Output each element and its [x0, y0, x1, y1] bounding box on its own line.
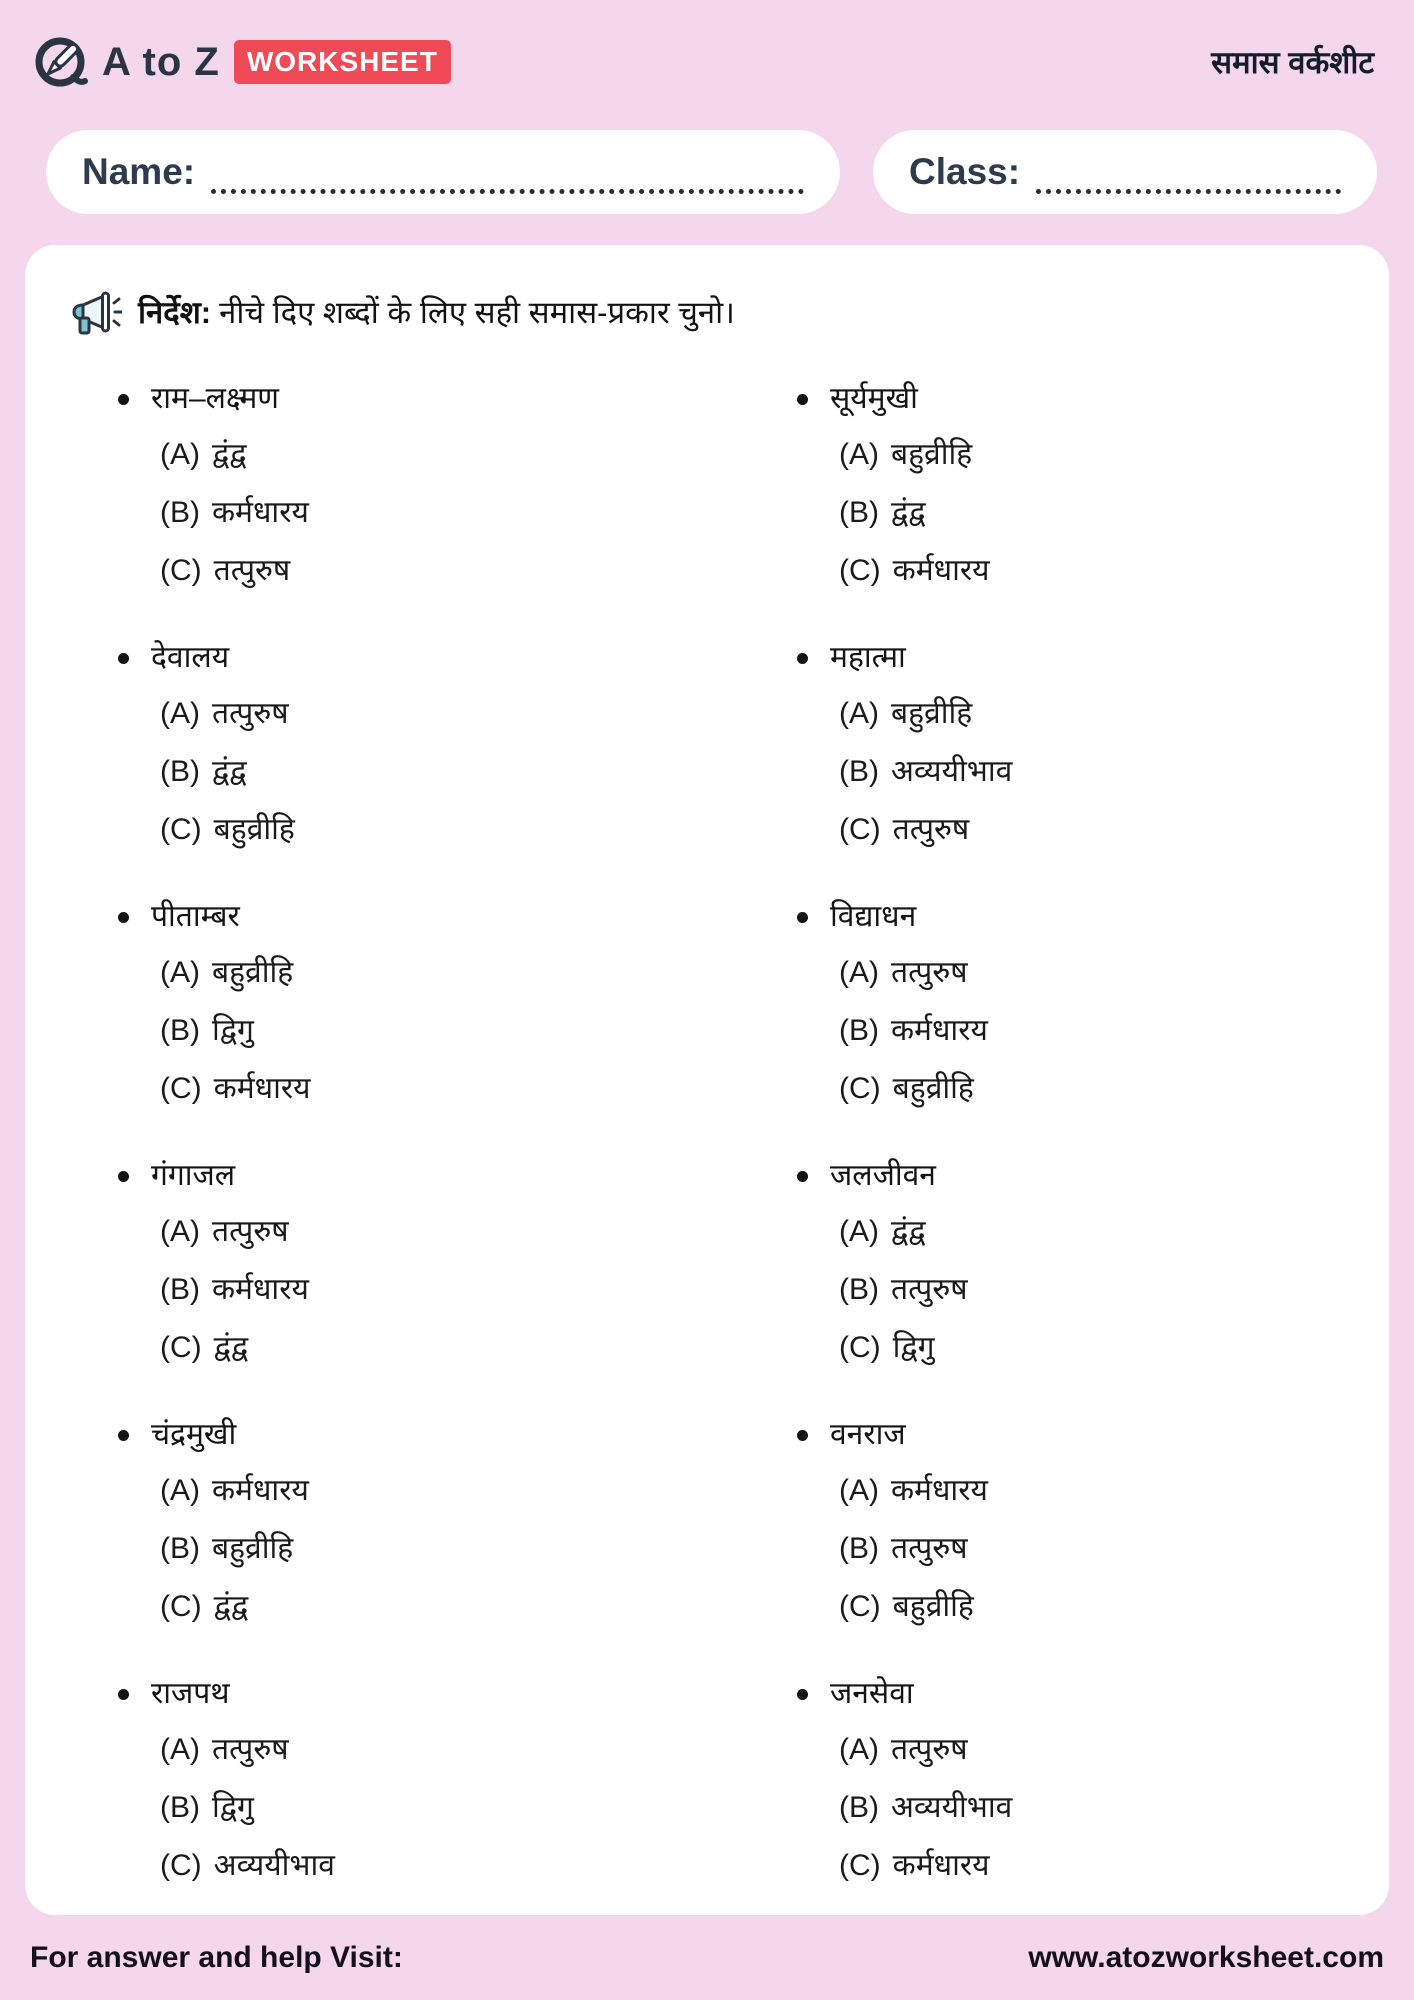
question-options	[160, 953, 707, 1109]
option-text: द्वंद्व	[213, 1331, 249, 1364]
option-key: (A)	[839, 1215, 879, 1248]
questions-column-right	[707, 377, 1344, 1931]
question-options	[839, 1730, 1344, 1886]
question-options	[839, 1471, 1344, 1627]
option-key: (C)	[160, 813, 202, 846]
option-key: (C)	[839, 1849, 881, 1882]
bullet-icon	[797, 1171, 808, 1182]
option-text: बहुव्रीहि	[892, 1590, 974, 1623]
option-text: तत्पुरुष	[213, 554, 291, 587]
answer-option[interactable]	[839, 1730, 1344, 1770]
option-key: (A)	[839, 1474, 879, 1507]
answer-option[interactable]	[839, 1788, 1344, 1828]
bullet-icon	[797, 912, 808, 923]
answer-option[interactable]	[160, 493, 707, 533]
question-word-row	[118, 1672, 707, 1716]
question-block	[118, 636, 707, 850]
option-text: बहुव्रीहि	[891, 438, 973, 471]
question-word: चंद्रमुखी	[151, 1418, 237, 1451]
option-text: द्वंद्व	[212, 438, 247, 471]
option-text: तत्पुरुष	[891, 1532, 968, 1565]
option-key: (B)	[160, 496, 200, 529]
answer-option[interactable]	[839, 435, 1344, 475]
option-text: अव्ययीभाव	[891, 1791, 1013, 1824]
answer-option[interactable]	[839, 1069, 1344, 1109]
bullet-icon	[118, 653, 129, 664]
option-key: (B)	[839, 1014, 879, 1047]
option-key: (C)	[160, 554, 202, 587]
questions-column-left	[70, 377, 707, 1931]
class-label: Class:	[909, 151, 1021, 192]
option-key: (C)	[160, 1849, 202, 1882]
option-key: (A)	[839, 1733, 879, 1766]
bullet-icon	[118, 1171, 129, 1182]
answer-option[interactable]	[839, 1587, 1344, 1627]
option-text: द्वंद्व	[891, 1215, 926, 1248]
brand-name: A to Z	[102, 39, 220, 84]
option-key: (A)	[160, 1733, 200, 1766]
question-block	[118, 1154, 707, 1368]
answer-option[interactable]	[839, 1270, 1344, 1310]
instruction-body: नीचे दिए शब्दों के लिए सही समास-प्रकार चुनो।	[219, 294, 735, 330]
option-key: (B)	[160, 1791, 200, 1824]
question-word: विद्याधन	[830, 900, 917, 933]
name-field	[46, 130, 840, 214]
option-text: द्विगु	[892, 1331, 935, 1364]
answer-option[interactable]	[839, 752, 1344, 792]
question-word: सूर्यमुखी	[830, 382, 918, 415]
option-text: बहुव्रीहि	[891, 697, 973, 730]
question-word-row	[118, 1154, 707, 1198]
option-key: (C)	[160, 1072, 202, 1105]
option-key: (C)	[160, 1590, 202, 1623]
option-text: बहुव्रीहि	[212, 956, 294, 989]
instruction-row	[70, 287, 1344, 339]
answer-option[interactable]	[160, 752, 707, 792]
question-word: राम–लक्ष्मण	[151, 382, 279, 415]
question-word: गंगाजल	[151, 1159, 236, 1192]
option-key: (B)	[839, 1532, 879, 1565]
name-label: Name:	[82, 151, 196, 192]
answer-option[interactable]	[839, 1471, 1344, 1511]
option-key: (C)	[839, 813, 881, 846]
answer-option[interactable]	[160, 1846, 707, 1886]
name-input-line[interactable]	[211, 189, 804, 194]
question-word-row	[118, 377, 707, 421]
question-word-row	[118, 636, 707, 680]
answer-option[interactable]	[839, 953, 1344, 993]
pen-circle-logo-icon	[32, 34, 88, 90]
option-key: (C)	[160, 1331, 202, 1364]
question-word-row	[797, 1154, 1344, 1198]
answer-option[interactable]	[160, 551, 707, 591]
option-key: (A)	[160, 956, 200, 989]
option-key: (C)	[839, 554, 881, 587]
bullet-icon	[118, 394, 129, 405]
option-text: कर्मधारय	[891, 1014, 988, 1047]
answer-option[interactable]	[839, 1212, 1344, 1252]
answer-option[interactable]	[839, 493, 1344, 533]
option-text: द्वंद्व	[213, 1590, 249, 1623]
question-block	[118, 895, 707, 1109]
answer-option[interactable]	[160, 953, 707, 993]
question-word: जलजीवन	[830, 1159, 936, 1192]
option-text: द्वंद्व	[891, 496, 926, 529]
option-key: (A)	[839, 697, 879, 730]
option-text: अव्ययीभाव	[213, 1849, 335, 1882]
option-text: कर्मधारय	[891, 1474, 988, 1507]
answer-option[interactable]	[839, 810, 1344, 850]
option-text: तत्पुरुष	[891, 1733, 968, 1766]
answer-option[interactable]	[839, 1011, 1344, 1051]
question-block	[797, 377, 1344, 591]
option-key: (C)	[839, 1331, 881, 1364]
answer-option[interactable]	[160, 1788, 707, 1828]
option-text: द्वंद्व	[212, 755, 247, 788]
option-text: कर्मधारय	[212, 1474, 309, 1507]
option-key: (A)	[160, 1215, 200, 1248]
question-word: पीताम्बर	[151, 900, 240, 933]
option-text: अव्ययीभाव	[891, 755, 1013, 788]
question-word: राजपथ	[151, 1677, 230, 1710]
worksheet-card	[25, 245, 1389, 1915]
option-text: बहुव्रीहि	[213, 813, 295, 846]
bullet-icon	[118, 1430, 129, 1441]
option-text: तत्पुरुष	[891, 956, 968, 989]
option-key: (B)	[160, 1273, 200, 1306]
answer-option[interactable]	[160, 694, 707, 734]
class-input-line[interactable]	[1036, 189, 1341, 194]
option-text: बहुव्रीहि	[212, 1532, 294, 1565]
student-info-row	[46, 130, 1377, 214]
questions-grid	[70, 377, 1344, 1931]
bullet-icon	[118, 1689, 129, 1700]
option-key: (A)	[839, 438, 879, 471]
answer-option[interactable]	[160, 1730, 707, 1770]
answer-option[interactable]	[160, 1587, 707, 1627]
option-text: तत्पुरुष	[212, 1215, 289, 1248]
answer-option[interactable]	[839, 1328, 1344, 1368]
question-block	[118, 1672, 707, 1886]
option-text: कर्मधारय	[213, 1072, 311, 1105]
answer-option[interactable]	[160, 1529, 707, 1569]
answer-option[interactable]	[160, 1011, 707, 1051]
question-block	[797, 1413, 1344, 1627]
answer-option[interactable]	[839, 551, 1344, 591]
question-word-row	[118, 1413, 707, 1457]
question-options	[160, 435, 707, 591]
answer-option[interactable]	[160, 1069, 707, 1109]
class-field	[873, 130, 1377, 214]
option-key: (C)	[839, 1590, 881, 1623]
answer-option[interactable]	[160, 1270, 707, 1310]
question-word-row	[797, 1672, 1344, 1716]
option-key: (B)	[839, 1791, 879, 1824]
option-text: कर्मधारय	[212, 1273, 309, 1306]
answer-option[interactable]	[839, 1529, 1344, 1569]
option-text: द्विगु	[212, 1791, 254, 1824]
option-key: (B)	[839, 496, 879, 529]
question-options	[839, 953, 1344, 1109]
option-text: कर्मधारय	[892, 1849, 990, 1882]
question-word-row	[797, 377, 1344, 421]
footer-site-url[interactable]: www.atozworksheet.com	[1028, 1941, 1384, 1974]
question-options	[839, 435, 1344, 591]
option-text: बहुव्रीहि	[892, 1072, 974, 1105]
question-word: वनराज	[830, 1418, 906, 1451]
bullet-icon	[797, 394, 808, 405]
answer-option[interactable]	[839, 1846, 1344, 1886]
question-word: महात्मा	[830, 641, 906, 674]
megaphone-icon	[70, 287, 122, 339]
option-key: (B)	[839, 1273, 879, 1306]
option-text: कर्मधारय	[212, 496, 309, 529]
option-key: (B)	[160, 755, 200, 788]
question-block	[118, 377, 707, 591]
option-key: (B)	[839, 755, 879, 788]
instruction-text	[138, 293, 735, 333]
answer-option[interactable]	[160, 1328, 707, 1368]
question-word-row	[118, 895, 707, 939]
footer-help-text: For answer and help Visit:	[30, 1941, 403, 1974]
worksheet-title: समास वर्कशीट	[1211, 45, 1374, 80]
bullet-icon	[118, 912, 129, 923]
answer-option[interactable]	[160, 810, 707, 850]
page-header	[0, 0, 1414, 90]
option-text: तत्पुरुष	[212, 697, 289, 730]
bullet-icon	[797, 1430, 808, 1441]
question-word-row	[797, 1413, 1344, 1457]
brand-logo	[32, 34, 451, 90]
option-text: तत्पुरुष	[892, 813, 970, 846]
question-block	[797, 1154, 1344, 1368]
question-block	[797, 895, 1344, 1109]
option-text: द्विगु	[212, 1014, 254, 1047]
instruction-label: निर्देश:	[138, 294, 212, 330]
question-options	[160, 1730, 707, 1886]
question-options	[160, 1212, 707, 1368]
question-options	[160, 1471, 707, 1627]
question-block	[797, 636, 1344, 850]
option-key: (A)	[160, 697, 200, 730]
answer-option[interactable]	[160, 1471, 707, 1511]
option-key: (A)	[160, 1474, 200, 1507]
option-text: तत्पुरुष	[212, 1733, 289, 1766]
brand-worksheet-badge: WORKSHEET	[234, 40, 451, 84]
question-options	[839, 694, 1344, 850]
bullet-icon	[797, 653, 808, 664]
question-options	[160, 694, 707, 850]
question-block	[118, 1413, 707, 1627]
option-text: कर्मधारय	[892, 554, 990, 587]
question-word-row	[797, 636, 1344, 680]
question-word-row	[797, 895, 1344, 939]
answer-option[interactable]	[160, 435, 707, 475]
answer-option[interactable]	[160, 1212, 707, 1252]
question-block	[797, 1672, 1344, 1886]
option-text: तत्पुरुष	[891, 1273, 968, 1306]
option-key: (A)	[160, 438, 200, 471]
option-key: (B)	[160, 1532, 200, 1565]
question-options	[839, 1212, 1344, 1368]
option-key: (A)	[839, 956, 879, 989]
option-key: (B)	[160, 1014, 200, 1047]
option-key: (C)	[839, 1072, 881, 1105]
question-word: जनसेवा	[830, 1677, 914, 1710]
question-word: देवालय	[151, 641, 230, 674]
answer-option[interactable]	[839, 694, 1344, 734]
bullet-icon	[797, 1689, 808, 1700]
